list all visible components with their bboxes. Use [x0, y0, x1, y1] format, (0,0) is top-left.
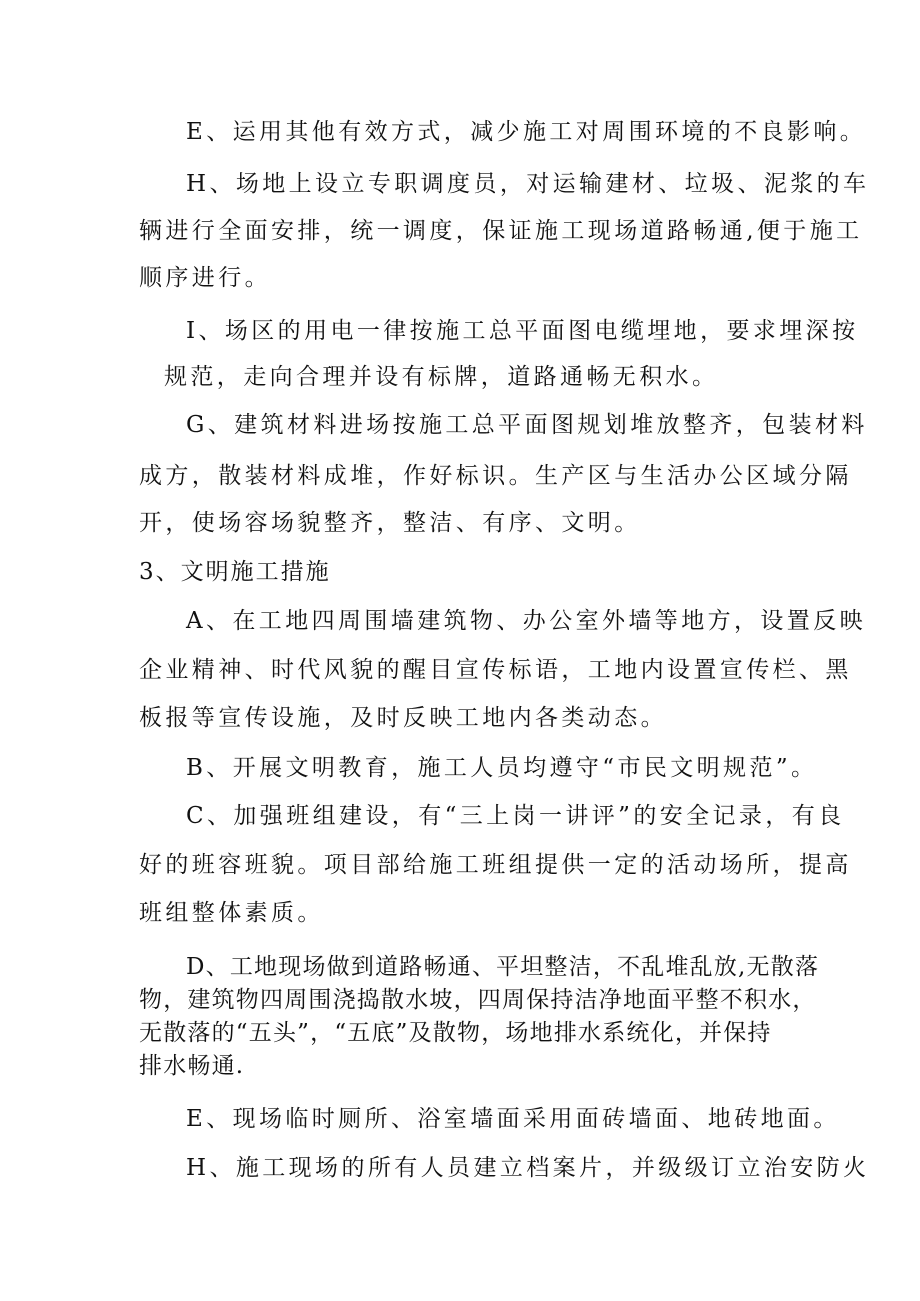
paragraph-g-materials-line-3: 开，使场容场貌整齐，整洁、有序、文明。 — [139, 510, 641, 536]
paragraph-i-electricity-line-2: 规范，走向合理并设有标牌，道路通畅无积水。 — [164, 364, 719, 390]
paragraph-g-materials-line-2: 成方，散装材料成堆，作好标识。生产区与生活办公区域分隔 — [139, 463, 852, 489]
paragraph-h-dispatcher-line-2: 辆进行全面安排，统一调度，保证施工现场道路畅通,便于施工 — [139, 218, 863, 244]
paragraph-c-teams-line-2: 好的班容班貌。项目部给施工班组提供一定的活动场所，提高 — [139, 852, 852, 878]
paragraph-e-environment-line-1: E、运用其他有效方式，减少施工对周围环境的不良影响。 — [186, 119, 867, 145]
paragraph-e-facilities-line-1: E、现场临时厕所、浴室墙面采用面砖墙面、地砖地面。 — [186, 1106, 840, 1132]
paragraph-b-education-line-1: B、开展文明教育，施工人员均遵守“市民文明规范”。 — [186, 755, 818, 781]
paragraph-a-slogans-line-2: 企业精神、时代风貌的醒目宣传标语，工地内设置宣传栏、黑 — [139, 657, 852, 683]
paragraph-d-site-line-2: 物，建筑物四周围浇捣散水坡，四周保持洁净地面平整不积水， — [139, 987, 817, 1013]
paragraph-d-site-line-4: 排水畅通. — [139, 1053, 245, 1079]
section-heading: 3、文明施工措施 — [139, 559, 331, 585]
paragraph-g-materials-line-1: G、建筑材料进场按施工总平面图规划堆放整齐，包装材料 — [186, 412, 868, 438]
paragraph-a-slogans-line-1: A、在工地四周围墙建筑物、办公室外墙等地方，设置反映 — [186, 608, 867, 634]
paragraph-d-site-line-1: D、工地现场做到道路畅通、平坦整洁，不乱堆乱放,无散落 — [186, 954, 820, 980]
paragraph-c-teams-line-1: C、加强班组建设，有“三上岗一讲评”的安全记录，有良 — [186, 803, 845, 829]
paragraph-c-teams-line-3: 班组整体素质。 — [139, 900, 324, 926]
paragraph-a-slogans-line-3: 板报等宣传设施，及时反映工地内各类动态。 — [139, 705, 667, 731]
paragraph-h-dispatcher-line-3: 顺序进行。 — [139, 265, 271, 291]
paragraph-i-electricity-line-1: Ⅰ、场区的用电一律按施工总平面图电缆埋地，要求埋深按 — [186, 318, 859, 344]
paragraph-h-personnel-line-1: H、施工现场的所有人员建立档案片，并级级订立治安防火 — [186, 1155, 870, 1181]
paragraph-h-dispatcher-line-1: H、场地上设立专职调度员，对运输建材、垃圾、泥浆的车 — [186, 171, 870, 197]
paragraph-d-site-line-3: 无散落的“五头”，“五底”及散物，场地排水系统化，并保持 — [139, 1020, 772, 1046]
